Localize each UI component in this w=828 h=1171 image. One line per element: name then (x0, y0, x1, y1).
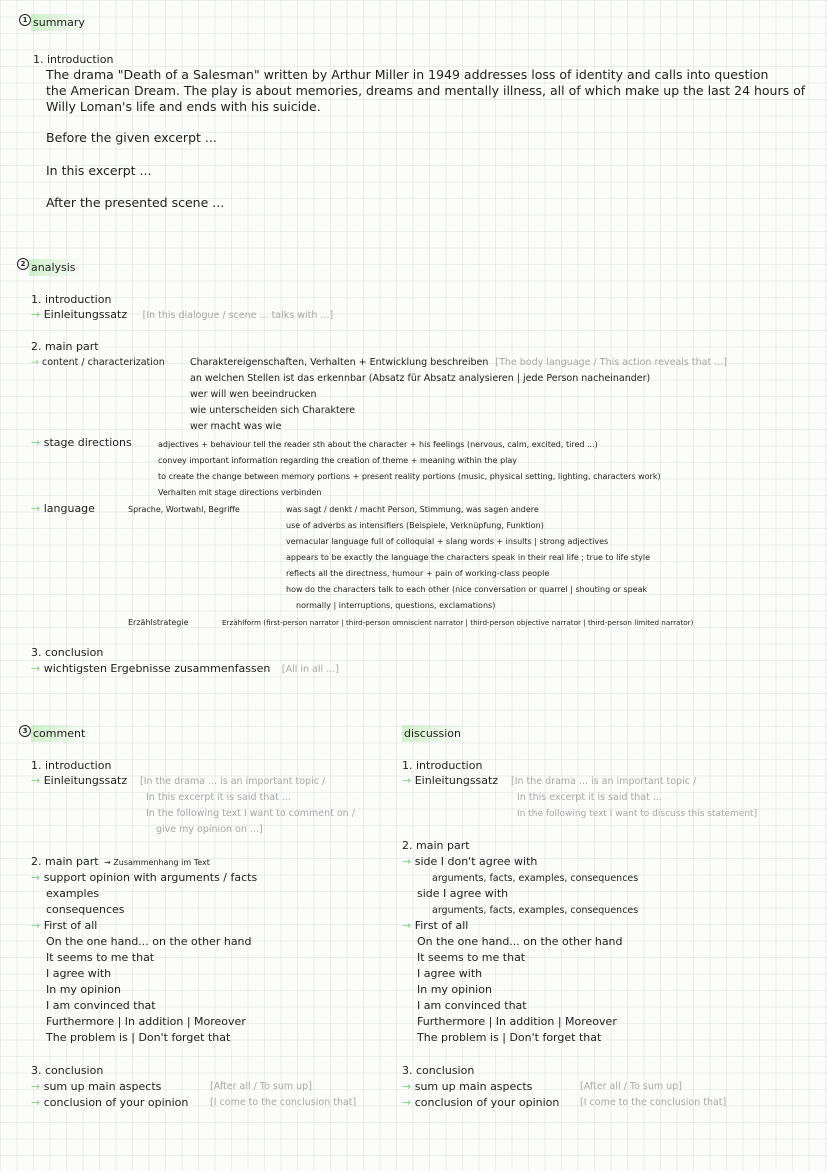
comment-main-heading-row (31, 855, 210, 870)
discussion-phrase: On the one hand... on the other hand (417, 935, 623, 948)
comment-intro-hint: In the following text I want to comment on / (146, 808, 355, 819)
arrow-icon: → (31, 774, 41, 787)
discussion-side1: side I don't agree with (414, 855, 538, 868)
comment-main-heading: 2. main part (31, 855, 99, 868)
arrow-icon: → (31, 436, 41, 449)
comment-conclusion-row (31, 1080, 161, 1094)
comment-phrase: It seems to me that (46, 951, 155, 964)
language-line: was sagt / denkt / macht Person, Stimmung, was sagen andere (286, 505, 539, 514)
discussion-conclusion-heading: 3. conclusion (402, 1064, 475, 1077)
discussion-phrase: It seems to me that (417, 951, 526, 964)
arrow-icon: → (402, 855, 412, 868)
comment-main-line: examples (46, 887, 100, 900)
language-line: how do the characters talk to each other (nice conversation or quarrel | shouting or speak (286, 585, 648, 594)
comment-intro-label: Einleitungssatz (43, 774, 128, 787)
comment-intro-hint: In this excerpt it is said that ... (146, 792, 291, 803)
stage-line: adjectives + behaviour tell the reader sth about the character + his feelings (nervous, calm, excited, tired ...) (158, 440, 598, 449)
arrow-icon: → (31, 308, 41, 321)
comment-main-row (31, 871, 257, 885)
analysis-conclusion-hint: [All in all ...] (281, 664, 339, 675)
language-line: vernacular language full of colloquial + slang words + insults | strong adjectives (286, 537, 609, 546)
discussion-heading: discussion (402, 725, 467, 742)
arrow-icon: → (402, 1080, 412, 1093)
content-line: wer macht was wie (190, 421, 282, 432)
analysis-intro-label: Einleitungssatz (43, 308, 128, 321)
summary-intro-heading: 1. introduction (33, 53, 114, 66)
discussion-phrase: I agree with (417, 967, 483, 980)
comment-intro-heading: 1. introduction (31, 759, 112, 772)
discussion-intro-hint: In the following text I want to discuss this statement] (517, 809, 758, 819)
analysis-intro-heading: 1. introduction (31, 293, 112, 306)
discussion-intro-heading: 1. introduction (402, 759, 483, 772)
arrow-icon: → (402, 1096, 412, 1109)
narrative-head: Erzählstrategie (128, 618, 189, 627)
summary-heading: summary (31, 14, 91, 31)
comment-intro-row (31, 774, 127, 788)
analysis-conclusion-heading: 3. conclusion (31, 646, 104, 659)
arrow-icon: → (31, 871, 41, 884)
analysis-heading: analysis (29, 259, 82, 276)
discussion-side2: side I agree with (417, 887, 509, 900)
discussion-side2-detail: arguments, facts, examples, consequences (432, 905, 639, 916)
arrow-icon: → (31, 502, 41, 515)
content-label-row (31, 356, 165, 370)
stage-label: stage directions (43, 436, 132, 449)
discussion-intro-label: Einleitungssatz (414, 774, 499, 787)
discussion-main-heading: 2. main part (402, 839, 470, 852)
comment-phrase: In my opinion (46, 983, 121, 996)
language-line: use of adverbs as intensifiers (Beispiele, Verknüpfung, Funktion) (286, 521, 544, 530)
comment-phrase: The problem is | Don't forget that (46, 1031, 231, 1044)
discussion-intro-row (402, 774, 498, 788)
comment-conclusion-heading: 3. conclusion (31, 1064, 104, 1077)
comment-phrase: I agree with (46, 967, 112, 980)
discussion-conclusion-line: conclusion of your opinion (414, 1096, 560, 1109)
comment-phrase-row (31, 919, 97, 933)
comment-conclusion-line: sum up main aspects (43, 1080, 162, 1093)
comment-conclusion-line: conclusion of your opinion (43, 1096, 189, 1109)
section-number-badge: 1 (19, 14, 31, 26)
language-line: normally | interruptions, questions, exclamations) (296, 601, 496, 610)
discussion-phrase: I am convinced that (417, 999, 527, 1012)
analysis-main-heading: 2. main part (31, 340, 99, 353)
language-line: appears to be exactly the language the characters speak in their real life ; true to life style (286, 553, 650, 562)
narrative-line: Erzählform (first-person narrator | third-person omniscient narrator | third-person objective narrator | third-person limited narrator) (222, 618, 694, 627)
comment-main-note: → Zusammenhang im Text (104, 858, 210, 867)
arrow-icon: → (31, 919, 41, 932)
discussion-conclusion-line: sum up main aspects (414, 1080, 533, 1093)
summary-this-excerpt: In this excerpt ... (46, 163, 152, 178)
arrow-icon: → (402, 774, 412, 787)
section-number-badge: 2 (17, 258, 29, 270)
summary-text-line: the American Dream. The play is about memories, dreams and mentally illness, all of which make up the last 24 hours of (46, 83, 806, 98)
discussion-conclusion-row (402, 1096, 559, 1110)
content-label: content / characterization (42, 357, 165, 368)
comment-conclusion-row (31, 1096, 188, 1110)
comment-intro-hint: [In the drama ... is an important topic / (140, 776, 326, 787)
comment-conclusion-hint: [After all / To sum up] (210, 1081, 312, 1092)
arrow-icon: → (31, 662, 41, 675)
discussion-intro-hint: [In the drama ... is an important topic / (511, 776, 697, 787)
content-line: an welchen Stellen ist das erkennbar (Absatz für Absatz analysieren | jede Person nacheinander) (190, 373, 651, 384)
discussion-phrase: The problem is | Don't forget that (417, 1031, 602, 1044)
discussion-phrase-row (402, 919, 468, 933)
comment-phrase: I am convinced that (46, 999, 156, 1012)
language-label-row (31, 502, 95, 516)
stage-line: to create the change between memory portions + present reality portions (music, physical setting, lighting, characters work) (158, 472, 661, 481)
language-label: language (43, 502, 95, 515)
comment-main-line: support opinion with arguments / facts (43, 871, 258, 884)
comment-conclusion-hint: [I come to the conclusion that] (210, 1097, 357, 1108)
comment-phrase: On the one hand... on the other hand (46, 935, 252, 948)
discussion-side-row (402, 855, 537, 869)
content-hint: [The body language / This action reveals that ...] (495, 357, 727, 368)
language-line: reflects all the directness, humour + pain of working-class people (286, 569, 550, 578)
arrow-icon: → (31, 1080, 41, 1093)
content-line: wie unterscheiden sich Charaktere (190, 405, 356, 416)
stage-label-row (31, 436, 132, 450)
stage-line: convey important information regarding the creation of theme + meaning within the play (158, 456, 518, 465)
summary-text-line: Willy Loman's life and ends with his suicide. (46, 99, 321, 114)
analysis-intro-row (31, 308, 333, 323)
discussion-conclusion-hint: [After all / To sum up] (580, 1081, 682, 1092)
comment-heading: comment (31, 725, 91, 742)
summary-before: Before the given excerpt ... (46, 130, 217, 145)
analysis-intro-hint: [In this dialogue / scene ... talks with ...] (142, 310, 334, 321)
discussion-phrase: In my opinion (417, 983, 492, 996)
arrow-icon: → (31, 1096, 41, 1109)
discussion-phrase: Furthermore | In addition | Moreover (417, 1015, 617, 1028)
comment-main-line: consequences (46, 903, 125, 916)
discussion-phrase: First of all (414, 919, 469, 932)
analysis-conclusion-row (31, 662, 339, 677)
analysis-conclusion-line: wichtigsten Ergebnisse zusammenfassen (43, 662, 271, 675)
content-line: wer will wen beeindrucken (190, 389, 317, 400)
comment-phrase: First of all (43, 919, 98, 932)
stage-line: Verhalten mit stage directions verbinden (158, 488, 322, 497)
arrow-icon: → (31, 357, 39, 368)
content-line-text: Charaktereigenschaften, Verhalten + Entwicklung beschreiben (190, 357, 489, 368)
comment-phrase: Furthermore | In addition | Moreover (46, 1015, 246, 1028)
discussion-intro-hint: In this excerpt it is said that ... (517, 792, 662, 803)
arrow-icon: → (402, 919, 412, 932)
summary-after: After the presented scene ... (46, 195, 225, 210)
section-number-badge: 3 (19, 725, 31, 737)
discussion-conclusion-row (402, 1080, 532, 1094)
comment-intro-hint: give my opinion on ...] (156, 824, 263, 835)
summary-text-line: The drama "Death of a Salesman" written by Arthur Miller in 1949 addresses loss of identity and calls into question (46, 67, 769, 82)
discussion-side1-detail: arguments, facts, examples, consequences (432, 873, 639, 884)
content-line (190, 356, 727, 370)
discussion-conclusion-hint: [I come to the conclusion that] (580, 1097, 727, 1108)
language-head: Sprache, Wortwahl, Begriffe (128, 505, 240, 514)
